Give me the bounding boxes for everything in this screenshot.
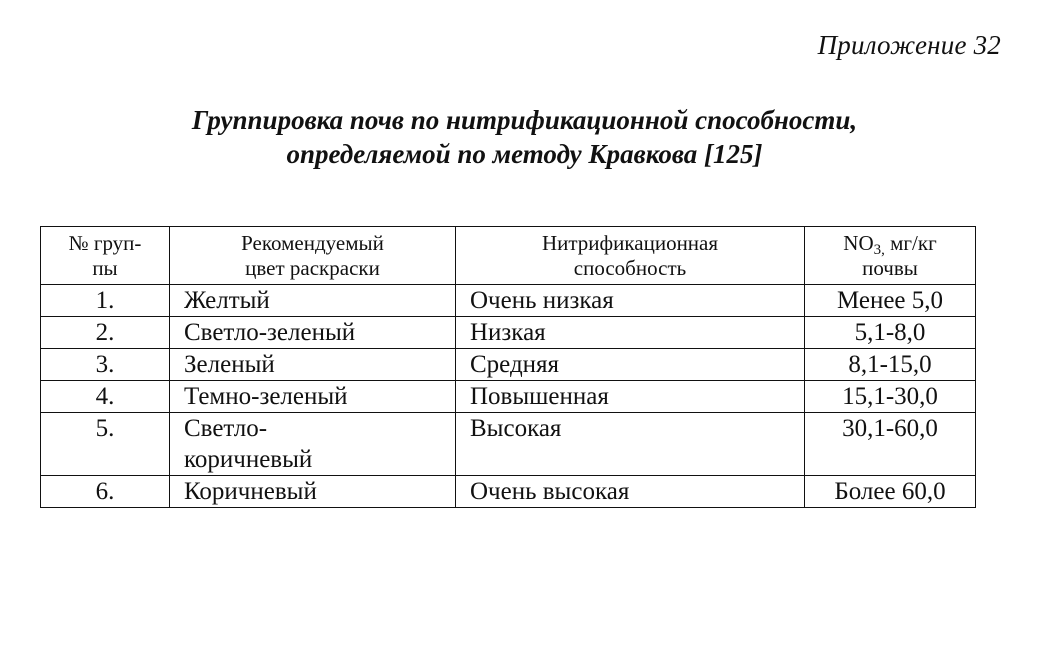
table-row (41, 349, 976, 381)
no3-cell: 5,1-8,0 (805, 317, 976, 349)
header-nitrification-line-2: способность (573, 256, 687, 280)
header-recommended-color (170, 227, 456, 285)
table-row (41, 413, 976, 476)
group-number-cell: 6. (41, 476, 170, 508)
group-number-cell: 1. (41, 285, 170, 317)
color-cell: Желтый (170, 285, 456, 317)
header-no3-content (805, 227, 976, 285)
header-nitrification-line-1: Нитрификационная (541, 231, 719, 255)
document-title (0, 103, 1049, 171)
color-cell: Темно-зеленый (170, 381, 456, 413)
nitrification-cell: Повышенная (456, 381, 805, 413)
appendix-label: Приложение 32 (817, 30, 1001, 60)
nitrification-cell: Очень высокая (456, 476, 805, 508)
group-number-cell: 5. (41, 413, 170, 476)
table-row (41, 285, 976, 317)
no3-cell: 8,1-15,0 (805, 349, 976, 381)
no3-cell: 30,1-60,0 (805, 413, 976, 476)
title-line-2: определяемой по методу Кравкова [125] (286, 139, 763, 169)
color-cell (170, 413, 456, 476)
nitrification-cell: Высокая (456, 413, 805, 476)
nitrification-cell: Очень низкая (456, 285, 805, 317)
table-row (41, 381, 976, 413)
title-line-1: Группировка почв по нитрификационной способности, (191, 105, 858, 135)
color-cell: Светло-зеленый (170, 317, 456, 349)
nitrification-cell: Низкая (456, 317, 805, 349)
group-number-cell: 4. (41, 381, 170, 413)
header-group-number (41, 227, 170, 285)
table-row (41, 476, 976, 508)
no3-cell: Более 60,0 (805, 476, 976, 508)
no3-cell: Менее 5,0 (805, 285, 976, 317)
soil-groups-table (40, 226, 976, 508)
header-color-line-2: цвет раскраски (245, 256, 380, 280)
group-number-cell: 3. (41, 349, 170, 381)
header-nitrification-capacity (456, 227, 805, 285)
color-cell: Зеленый (170, 349, 456, 381)
header-no3-line-2: почвы (862, 256, 918, 280)
color-cell-line-1: Светло- (184, 415, 268, 442)
table-header-row (41, 227, 976, 285)
header-color-line-1: Рекомендуемый (241, 231, 384, 255)
header-no3-subscript: 3, (873, 242, 885, 258)
color-cell-line-2: коричневый (184, 446, 313, 473)
no3-cell: 15,1-30,0 (805, 381, 976, 413)
header-group-line-2: пы (92, 256, 118, 280)
group-number-cell: 2. (41, 317, 170, 349)
table-row (41, 317, 976, 349)
nitrification-cell: Средняя (456, 349, 805, 381)
header-no3-prefix: NO (843, 231, 874, 255)
header-no3-line-1 (819, 231, 961, 256)
color-cell: Коричневый (170, 476, 456, 508)
header-group-line-1: № груп- (68, 231, 142, 255)
header-no3-unit: мг/кг (884, 231, 937, 255)
